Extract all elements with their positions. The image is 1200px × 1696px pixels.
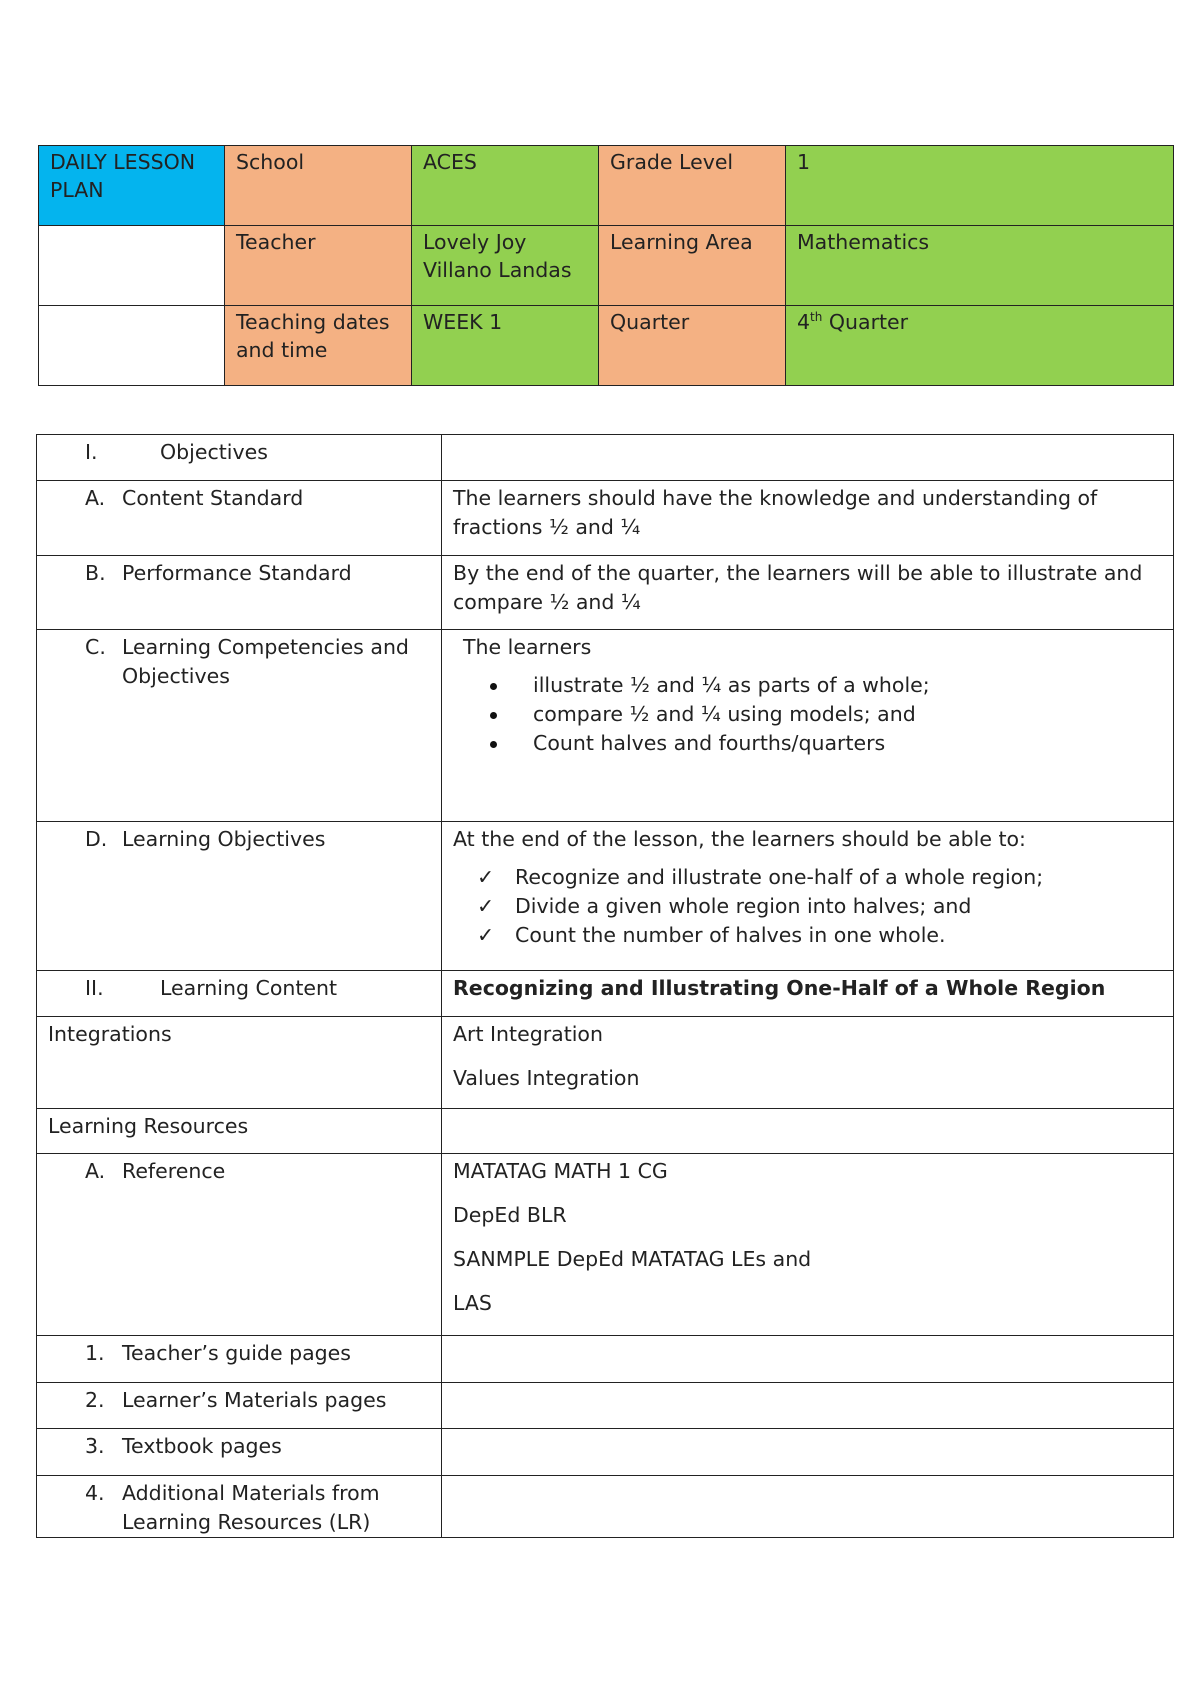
reference-item: MATATAG MATH 1 CG — [453, 1159, 668, 1183]
teacher-value-cell — [412, 226, 599, 306]
quarter-ordinal: th — [810, 310, 823, 324]
section-label: Learning Content — [160, 976, 338, 1000]
bullet-icon — [490, 683, 497, 690]
school-value-cell — [412, 146, 599, 226]
item-label: Learning Objectives — [122, 827, 326, 851]
row-label — [37, 822, 441, 854]
item-letter: B. — [85, 561, 106, 585]
quarter-number: 4 — [797, 310, 811, 334]
item-number: 3. — [85, 1434, 105, 1458]
list-item-text: compare ½ and ¼ using models; and — [533, 702, 916, 726]
section-number: II. — [85, 976, 104, 1000]
section-label: Objectives — [160, 440, 268, 464]
integration-item: Art Integration — [453, 1022, 603, 1046]
empty-value-cell — [442, 1383, 1174, 1429]
grade-value-cell — [786, 146, 1174, 226]
grade-label: Grade Level — [610, 150, 734, 174]
header-table — [38, 145, 1174, 386]
item-label: Reference — [122, 1159, 226, 1183]
reference-item: SANMPLE DepEd MATATAG LEs and — [453, 1247, 812, 1271]
list-item-text: illustrate ½ and ¼ as parts of a whole; — [533, 673, 930, 697]
content-standard-text: The learners should have the knowledge and understanding of fractions ½ and ¼ — [453, 486, 1098, 539]
integrations-label: Integrations — [48, 1022, 172, 1046]
check-icon: ✓ — [477, 923, 495, 947]
row-learning-resources — [37, 1109, 1174, 1154]
item-number: 4. — [85, 1481, 105, 1505]
row-label — [37, 1336, 441, 1368]
item-letter: C. — [85, 635, 106, 659]
teacher-label-cell — [225, 226, 412, 306]
bullet-icon — [490, 712, 497, 719]
bullet-icon — [490, 741, 497, 748]
teacher-value: Lovely Joy Villano Landas — [423, 230, 572, 282]
area-value-cell — [786, 226, 1174, 306]
empty-value-cell — [442, 1109, 1174, 1154]
row-textbook-pages — [37, 1429, 1174, 1476]
row-label — [37, 1429, 441, 1461]
item-label: Teacher’s guide pages — [122, 1341, 351, 1365]
list-item — [442, 700, 1173, 729]
item-letter: D. — [85, 827, 108, 851]
list-item — [442, 863, 1173, 892]
section-number: I. — [85, 440, 98, 464]
list-item-text: Count the number of halves in one whole. — [515, 923, 946, 947]
lesson-topic: Recognizing and Illustrating One-Half of a Whole Region — [453, 976, 1106, 1000]
lesson-plan-table — [36, 434, 1174, 1538]
list-item-text: Recognize and illustrate one-half of a whole region; — [515, 865, 1044, 889]
dates-label-cell — [225, 306, 412, 386]
list-item — [442, 921, 1173, 950]
quarter-value-cell — [786, 306, 1174, 386]
quarter-label: Quarter — [610, 310, 690, 334]
empty-value-cell — [442, 435, 1174, 481]
item-number: 1. — [85, 1341, 105, 1365]
row-performance-standard — [37, 556, 1174, 630]
row-teachers-guide — [37, 1336, 1174, 1383]
row-learning-objectives — [37, 822, 1174, 971]
dates-value-cell — [412, 306, 599, 386]
empty-value-cell — [442, 1429, 1174, 1476]
check-icon: ✓ — [477, 865, 495, 889]
school-label-cell — [225, 146, 412, 226]
plan-title: DAILY LESSON PLAN — [50, 150, 196, 202]
row-learners-materials — [37, 1383, 1174, 1429]
header-row-teacher — [39, 226, 1174, 306]
row-reference — [37, 1154, 1174, 1336]
competencies-list — [442, 671, 1173, 758]
row-label — [37, 481, 441, 513]
blank-cell — [39, 226, 225, 306]
list-item — [442, 671, 1173, 700]
row-label — [37, 1383, 441, 1415]
header-row-school — [39, 146, 1174, 226]
row-competencies — [37, 630, 1174, 822]
list-item — [442, 729, 1173, 758]
list-item-text: Count halves and fourths/quarters — [533, 731, 886, 755]
grade-label-cell — [599, 146, 786, 226]
school-value: ACES — [423, 150, 477, 174]
quarter-label-cell — [599, 306, 786, 386]
row-integrations — [37, 1017, 1174, 1109]
empty-value-cell — [442, 1476, 1174, 1538]
item-letter: A. — [85, 486, 106, 510]
performance-standard-text: By the end of the quarter, the learners will be able to illustrate and compare ½ and ¼ — [453, 561, 1143, 614]
integration-item: Values Integration — [453, 1066, 640, 1090]
quarter-word: Quarter — [822, 310, 909, 334]
row-content-standard — [37, 481, 1174, 556]
row-additional-materials — [37, 1476, 1174, 1538]
item-number: 2. — [85, 1388, 105, 1412]
row-label — [37, 556, 441, 588]
section-heading — [37, 435, 441, 467]
reference-item: DepEd BLR — [453, 1203, 567, 1227]
teacher-label: Teacher — [236, 230, 316, 254]
row-objectives — [37, 435, 1174, 481]
area-value: Mathematics — [797, 230, 930, 254]
item-label: Learning Competencies and Objectives — [122, 635, 409, 688]
item-label: Learner’s Materials pages — [122, 1388, 387, 1412]
section-heading — [37, 971, 441, 1003]
grade-value: 1 — [797, 150, 811, 174]
resources-label: Learning Resources — [48, 1114, 249, 1138]
objectives-list — [442, 863, 1173, 950]
row-label — [37, 1476, 441, 1537]
competencies-intro: The learners — [463, 635, 592, 659]
dates-label: Teaching dates and time — [236, 310, 390, 362]
school-label: School — [236, 150, 305, 174]
quarter-value — [797, 306, 1162, 336]
blank-cell — [39, 306, 225, 386]
dates-value: WEEK 1 — [423, 310, 503, 334]
objectives-intro: At the end of the lesson, the learners should be able to: — [453, 827, 1026, 851]
row-label — [37, 630, 441, 691]
empty-value-cell — [442, 1336, 1174, 1383]
plan-title-cell — [39, 146, 225, 226]
item-label: Additional Materials from Learning Resources (LR) — [122, 1481, 380, 1534]
item-label: Textbook pages — [122, 1434, 282, 1458]
row-label — [37, 1154, 441, 1186]
list-item-text: Divide a given whole region into halves; and — [515, 894, 972, 918]
header-row-dates — [39, 306, 1174, 386]
list-item — [442, 892, 1173, 921]
area-label: Learning Area — [610, 230, 753, 254]
area-label-cell — [599, 226, 786, 306]
reference-item: LAS — [453, 1291, 492, 1315]
item-label: Performance Standard — [122, 561, 352, 585]
row-learning-content — [37, 971, 1174, 1017]
item-letter: A. — [85, 1159, 106, 1183]
check-icon: ✓ — [477, 894, 495, 918]
item-label: Content Standard — [122, 486, 304, 510]
